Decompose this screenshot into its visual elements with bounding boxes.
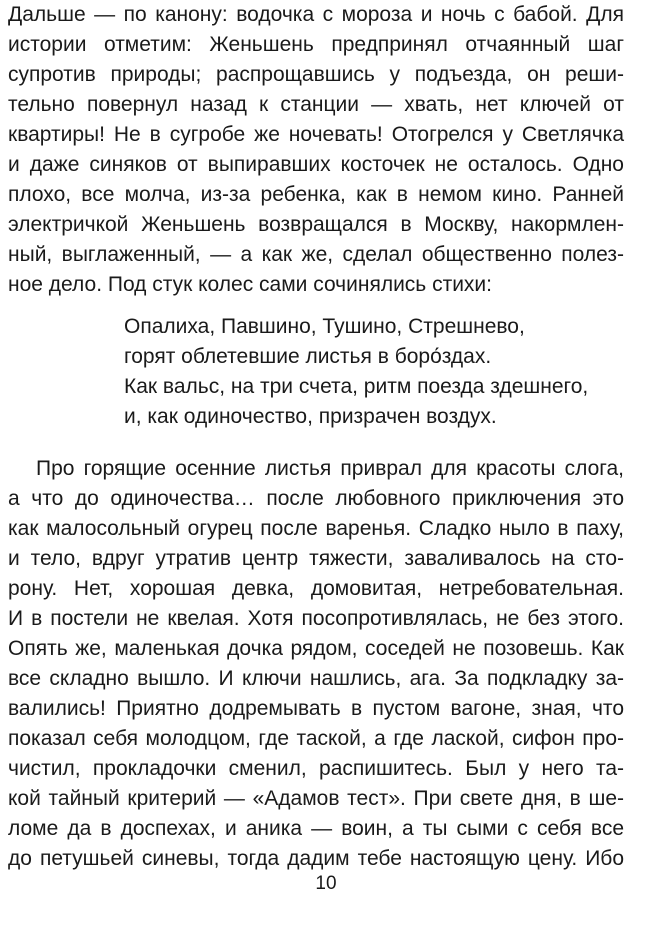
text-line: Дальше — по канону: водочка с мороза и ночь с бабой. Для <box>8 3 624 26</box>
text-line: все складно вышло. И ключи нашлись, ага. За подкладку за- <box>8 667 624 690</box>
text-line: ломе да в доспехах, и аника — воин, а ты сыми с себя все <box>8 817 624 840</box>
page-number: 10 <box>315 873 337 894</box>
text-line: супротив природы; распрощавшись у подъезда, он реши- <box>8 63 624 86</box>
text-line: рону. Нет, хорошая девка, домовитая, нетребовательная. <box>8 577 624 600</box>
text-line: как малосольный огурец после варенья. Сладко ныло в паху, <box>8 517 624 540</box>
poem-line: Как вальс, на три счета, ритм поезда здешнего, <box>124 375 589 398</box>
text-line: а что до одиночества… после любовного приключения это <box>8 487 624 510</box>
text-line: ное дело. Под стук колес сами сочинялись стихи: <box>8 273 492 296</box>
poem-line: горят облетевшие листья в бoро́здах. <box>124 345 492 368</box>
poem-line: и, как одиночество, призрачен воздух. <box>124 405 497 428</box>
text-line: Про горящие осенние листья приврал для красоты слога, <box>36 457 624 480</box>
text-line: тельно повернул назад к станции — хвать, нет ключей от <box>8 93 624 116</box>
text-line: и даже синяков от выпиравших косточек не осталось. Одно <box>8 153 624 176</box>
text-line: кой тайный критерий — «Адамов тест». При свете дня, в ше- <box>8 787 624 810</box>
poem-line: Опалиха, Павшино, Тушино, Стрешнево, <box>124 315 525 338</box>
text-line: И в постели не квелая. Хотя посопротивлялась, не без этого. <box>8 607 624 630</box>
text-line: Опять же, маленькая дочка рядом, соседей не позовешь. Как <box>8 637 624 660</box>
text-line: чистил, прокладочки сменил, распишитесь. Был у него та- <box>8 757 624 780</box>
text-line: до петушьей синевы, тогда дадим тебе настоящую цену. Ибо <box>8 847 624 870</box>
text-line: плохо, все молча, из-за ребенка, как в немом кино. Ранней <box>8 183 624 206</box>
text-line: показал себя молодцом, где таской, а где лаской, сифон про- <box>8 727 624 750</box>
text-line: квартиры! Не в сугробе же ночевать! Отогрелся у Светлячка <box>8 123 624 146</box>
poem-stanza <box>124 312 589 432</box>
text-line: валились! Приятно додремывать в пустом вагоне, зная, что <box>8 697 624 720</box>
text-line: и тело, вдруг утратив центр тяжести, заваливалось на сто- <box>8 547 624 570</box>
text-line: электричкой Женьшень возвращался в Москву, накормлен- <box>8 213 624 236</box>
paragraph-1 <box>8 0 624 300</box>
text-line: ный, выглаженный, — а как же, сделал общественно полез- <box>8 243 624 266</box>
paragraph-2 <box>8 454 624 874</box>
text-line: истории отметим: Женьшень предпринял отчаянный шаг <box>8 33 624 56</box>
